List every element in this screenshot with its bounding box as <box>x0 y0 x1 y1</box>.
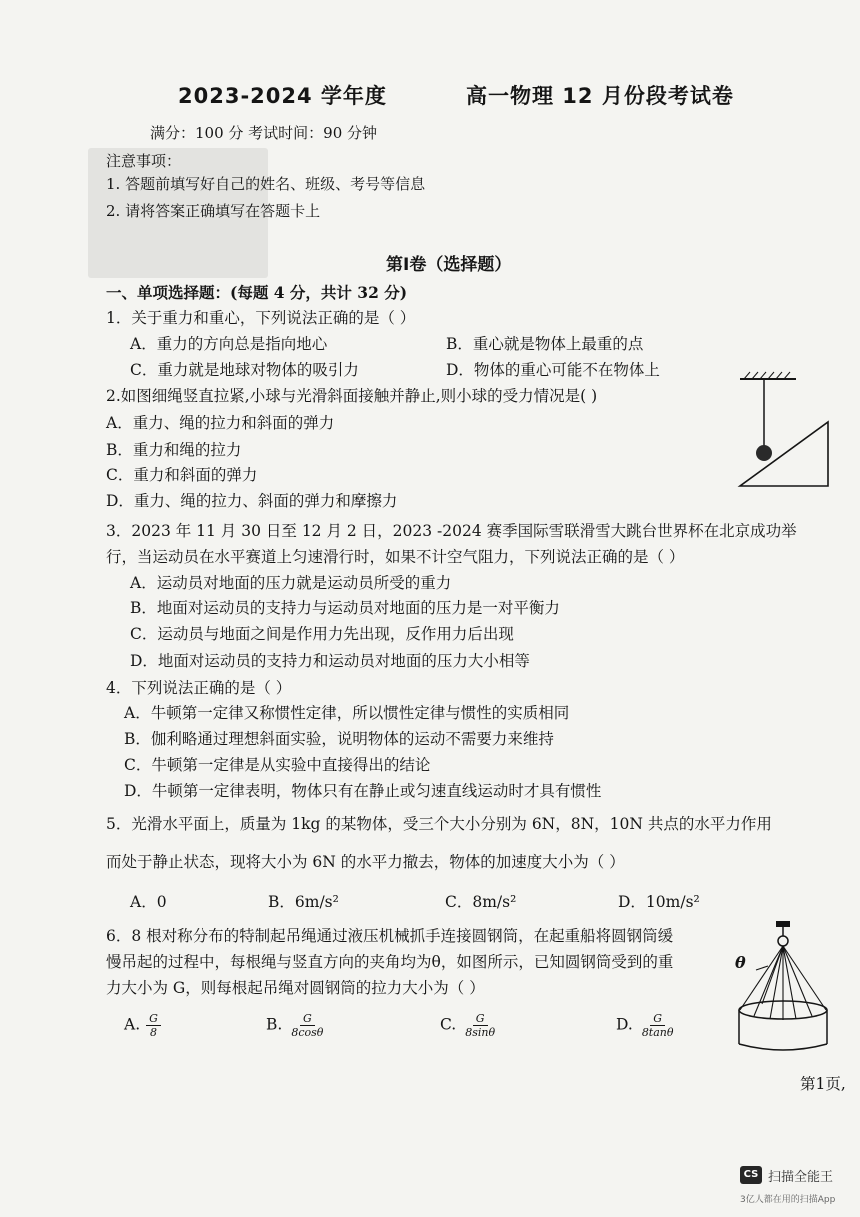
q4-option-c: C．牛顿第一定律是从实验中直接得出的结论 <box>124 756 431 774</box>
exam-year: 2023-2024 学年度 <box>178 84 387 108</box>
notice-1: 1. 答题前填写好自己的姓名、班级、考号等信息 <box>106 175 426 193</box>
q3-stem-line2: 行，当运动员在水平赛道上匀速滑行时，如果不计空气阻力，下列说法正确的是（ ） <box>106 548 685 566</box>
q2-stem: 2.如图细绳竖直拉紧,小球与光滑斜面接触并静止,则小球的受力情况是( ) <box>106 387 598 405</box>
q6-option-a: A. $\frac{G}{8}$ <box>124 1012 161 1039</box>
exam-meta: 满分：100 分 考试时间：90 分钟 <box>150 124 378 142</box>
q6-stem-line3: 力大小为 G，则每根起吊绳对圆钢筒的拉力大小为（ ） <box>106 979 485 997</box>
q4-option-d: D．牛顿第一定律表明，物体只有在静止或匀速直线运动时才具有惯性 <box>124 782 602 800</box>
part-title: 第Ⅰ卷（选择题） <box>386 255 512 275</box>
q3-option-c: C．运动员与地面之间是作用力先出现，反作用力后出现 <box>130 625 514 643</box>
q2-option-c: C．重力和斜面的弹力 <box>106 466 258 484</box>
q1-option-d: D．物体的重心可能不在物体上 <box>446 361 660 379</box>
notice-2: 2. 请将答案正确填写在答题卡上 <box>106 202 321 220</box>
exam-title: 高一物理 12 月份段考试卷 <box>466 84 734 108</box>
q5-stem-line1: 5．光滑水平面上，质量为 1kg 的某物体，受三个大小分别为 6N，8N，10N 共点的水平力作用 <box>106 815 772 833</box>
q6-stem-line1: 6．8 根对称分布的特制起吊绳通过液压机械抓手连接圆钢筒，在起重船将圆钢筒缓 <box>106 927 674 945</box>
q1-option-a: A．重力的方向总是指向地心 <box>130 335 328 353</box>
q5-stem-line2: 而处于静止状态，现将大小为 6N 的水平力撤去，物体的加速度大小为（ ） <box>106 853 625 871</box>
q5-option-a: A．0 <box>130 893 167 911</box>
q3-option-a: A．运动员对地面的压力就是运动员所受的重力 <box>130 574 452 592</box>
cylinder-figure <box>728 918 838 1053</box>
q4-stem: 4．下列说法正确的是（ ） <box>106 679 292 697</box>
q6-option-b: B. $\frac{G}{8\cos\theta}$ <box>266 1012 324 1039</box>
section-heading: 一、单项选择题：(每题 4 分，共计 32 分) <box>106 283 408 302</box>
q1-option-b: B．重心就是物体上最重的点 <box>446 335 644 353</box>
q4-option-b: B．伽利略通过理想斜面实验，说明物体的运动不需要力来维持 <box>124 730 554 748</box>
incline-figure <box>736 370 836 495</box>
page-number: 第1页, <box>800 1075 846 1093</box>
q3-stem-line1: 3．2023 年 11 月 30 日至 12 月 2 日，2023 -2024 赛季国际雪联滑雪大跳台世界杯在北京成功举 <box>106 522 797 540</box>
q1-option-c: C．重力就是地球对物体的吸引力 <box>130 361 359 379</box>
theta-label: θ <box>735 953 746 972</box>
q1-stem: 1．关于重力和重心，下列说法正确的是（ ） <box>106 309 416 327</box>
q3-option-d: D．地面对运动员的支持力和运动员对地面的压力大小相等 <box>130 652 530 670</box>
notice-title: 注意事项： <box>106 152 182 170</box>
scanner-app-tagline: 3亿人都在用的扫描App <box>740 1195 836 1205</box>
q6-option-c: C. $\frac{G}{8\sin\theta}$ <box>440 1012 496 1039</box>
q2-option-a: A．重力、绳的拉力和斜面的弹力 <box>106 414 335 432</box>
q2-option-d: D．重力、绳的拉力、斜面的弹力和摩擦力 <box>106 492 398 510</box>
q5-option-b: B．6m/s² <box>268 893 339 911</box>
q6-option-d: D. $\frac{G}{8\tan\theta}$ <box>616 1012 674 1039</box>
q5-option-c: C．8m/s² <box>445 893 517 911</box>
q3-option-b: B．地面对运动员的支持力与运动员对地面的压力是一对平衡力 <box>130 599 560 617</box>
q4-option-a: A．牛顿第一定律又称惯性定律，所以惯性定律与惯性的实质相同 <box>124 704 570 722</box>
q6-stem-line2: 慢吊起的过程中，每根绳与竖直方向的夹角均为θ，如图所示，已知圆钢筒受到的重 <box>106 953 674 971</box>
scanner-app-name: 扫描全能王 <box>768 1170 834 1185</box>
scanner-logo: CS <box>740 1166 762 1184</box>
q2-option-b: B．重力和绳的拉力 <box>106 441 242 459</box>
q5-option-d: D．10m/s² <box>618 893 700 911</box>
